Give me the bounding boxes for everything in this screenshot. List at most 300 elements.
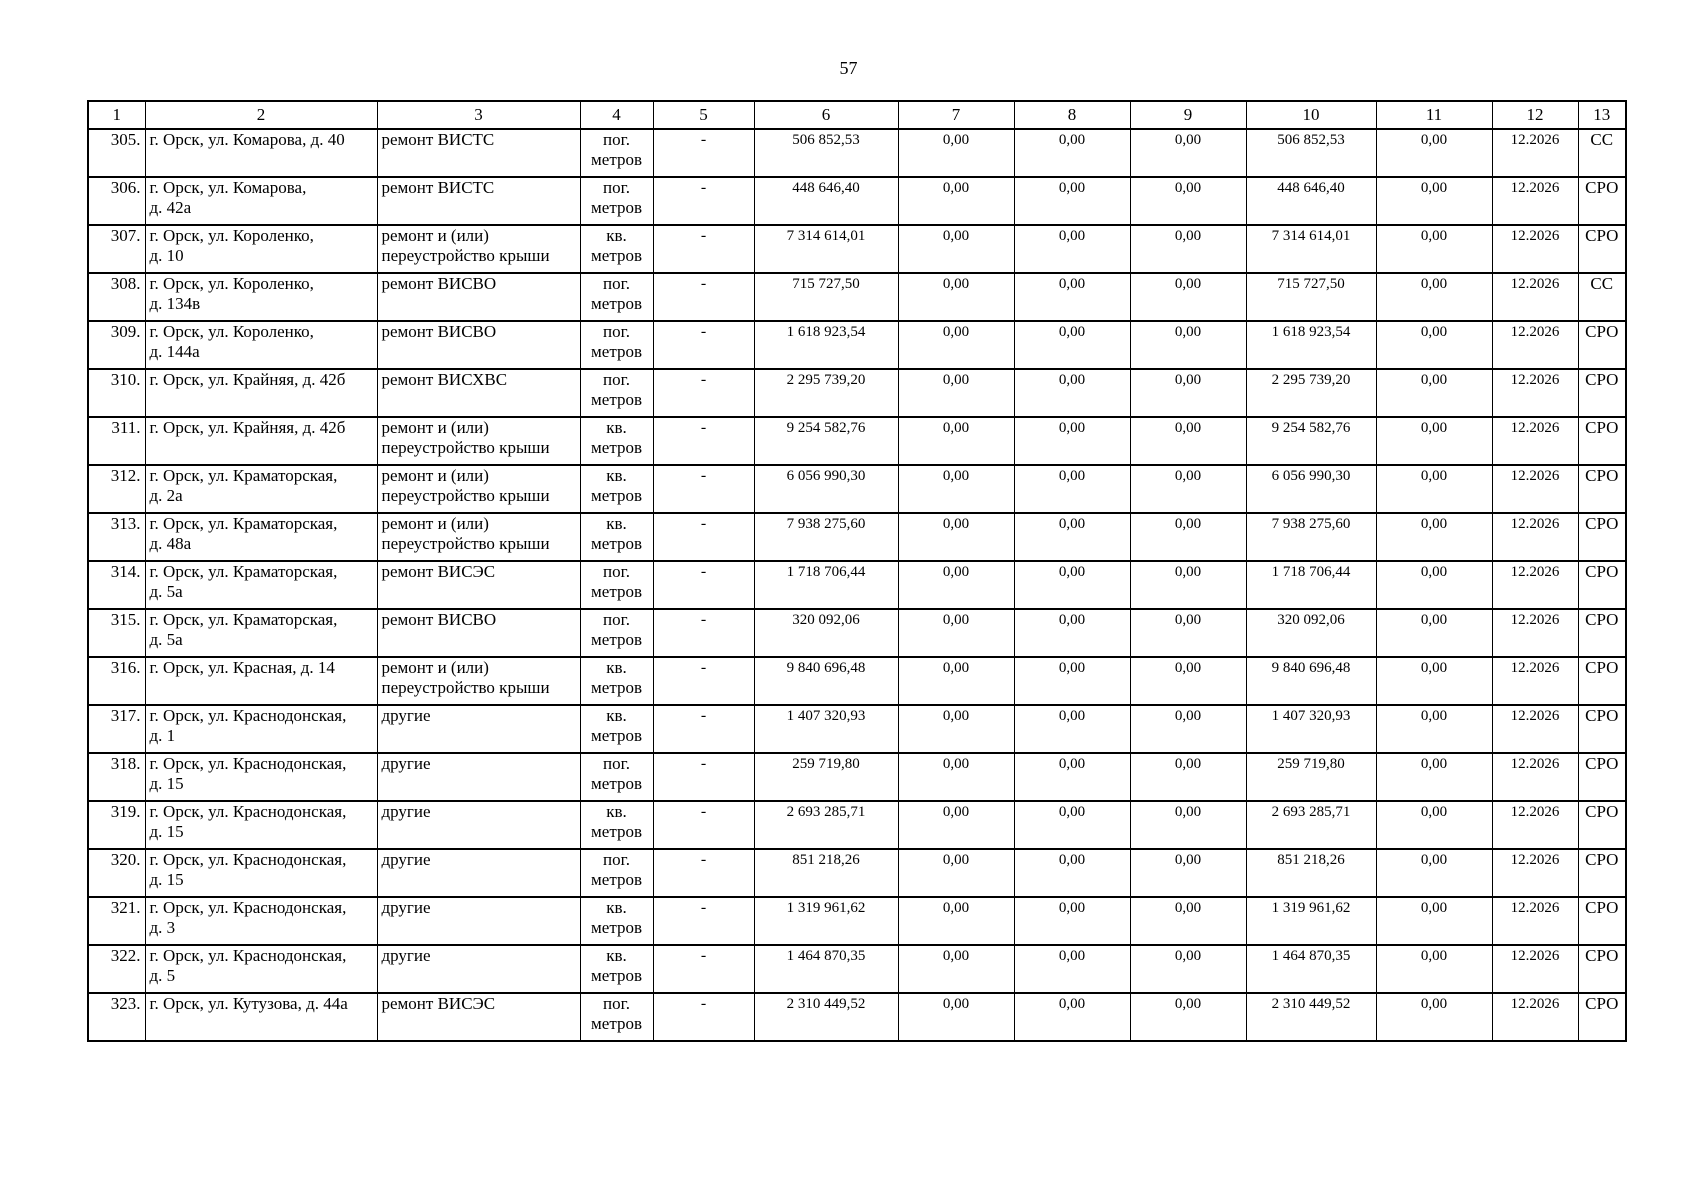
work-type-cell-line: переустройство крыши: [381, 534, 550, 553]
column-header: 3: [377, 101, 580, 129]
row-number: 309.: [88, 321, 145, 369]
work-type-cell: [377, 609, 580, 657]
work-type-cell: [377, 225, 580, 273]
row-number: 305.: [88, 129, 145, 177]
unit-cell: [580, 513, 653, 561]
col11-cell: 0,00: [1376, 561, 1492, 609]
work-type-cell-line: ремонт ВИСХВС: [381, 370, 508, 389]
col7-cell: 0,00: [898, 465, 1014, 513]
column-header: 4: [580, 101, 653, 129]
address-cell-line: г. Орск, ул. Краснодонская,: [149, 898, 347, 917]
col9-cell: 0,00: [1130, 561, 1246, 609]
completion-date-cell: 12.2026: [1492, 849, 1578, 897]
col9-cell: 0,00: [1130, 321, 1246, 369]
unit-cell-line: метров: [591, 966, 642, 985]
address-cell-line: г. Орск, ул. Красная, д. 14: [149, 658, 335, 677]
work-type-cell-line: переустройство крыши: [381, 486, 550, 505]
column-header: 6: [754, 101, 898, 129]
col9-cell: 0,00: [1130, 705, 1246, 753]
col11-cell: 0,00: [1376, 129, 1492, 177]
col5-cell: -: [653, 129, 754, 177]
work-type-cell: [377, 465, 580, 513]
col9-cell: 0,00: [1130, 129, 1246, 177]
work-type-cell-line: ремонт ВИСВО: [381, 610, 497, 629]
unit-cell-line: пог.: [603, 130, 630, 149]
fund-type-cell: СРО: [1578, 417, 1626, 465]
unit-cell-line: метров: [591, 150, 642, 169]
unit-cell-line: кв.: [606, 658, 627, 677]
col10-cell: 1 319 961,62: [1246, 897, 1376, 945]
col10-cell: 7 314 614,01: [1246, 225, 1376, 273]
total-cost-cell: 448 646,40: [754, 177, 898, 225]
completion-date-cell: 12.2026: [1492, 993, 1578, 1041]
col11-cell: 0,00: [1376, 513, 1492, 561]
address-cell-line: г. Орск, ул. Короленко,: [149, 226, 314, 245]
unit-cell: [580, 657, 653, 705]
work-type-cell-line: другие: [381, 850, 431, 869]
address-cell-line: г. Орск, ул. Крайняя, д. 42б: [149, 418, 346, 437]
work-type-cell: [377, 369, 580, 417]
col5-cell: -: [653, 417, 754, 465]
unit-cell-line: метров: [591, 294, 642, 313]
col8-cell: 0,00: [1014, 129, 1130, 177]
work-type-cell-line: ремонт и (или): [381, 658, 489, 677]
address-cell-line: д. 134в: [149, 294, 201, 313]
col9-cell: 0,00: [1130, 657, 1246, 705]
address-cell-line: г. Орск, ул. Комарова,: [149, 178, 307, 197]
fund-type-cell: СРО: [1578, 801, 1626, 849]
address-cell: [145, 801, 377, 849]
col9-cell: 0,00: [1130, 849, 1246, 897]
address-cell-line: г. Орск, ул. Краснодонская,: [149, 706, 347, 725]
address-cell: [145, 369, 377, 417]
total-cost-cell: 1 464 870,35: [754, 945, 898, 993]
total-cost-cell: 1 407 320,93: [754, 705, 898, 753]
table-row: [88, 753, 1626, 801]
total-cost-cell: 506 852,53: [754, 129, 898, 177]
unit-cell-line: пог.: [603, 850, 630, 869]
completion-date-cell: 12.2026: [1492, 561, 1578, 609]
column-header: 11: [1376, 101, 1492, 129]
row-number: 323.: [88, 993, 145, 1041]
col10-cell: 2 295 739,20: [1246, 369, 1376, 417]
completion-date-cell: 12.2026: [1492, 321, 1578, 369]
unit-cell-line: метров: [591, 822, 642, 841]
unit-cell: [580, 177, 653, 225]
col11-cell: 0,00: [1376, 609, 1492, 657]
col11-cell: 0,00: [1376, 993, 1492, 1041]
completion-date-cell: 12.2026: [1492, 657, 1578, 705]
col7-cell: 0,00: [898, 897, 1014, 945]
unit-cell-line: метров: [591, 582, 642, 601]
work-type-cell: [377, 321, 580, 369]
col10-cell: 506 852,53: [1246, 129, 1376, 177]
column-header: 1: [88, 101, 145, 129]
work-type-cell: [377, 657, 580, 705]
total-cost-cell: 1 618 923,54: [754, 321, 898, 369]
address-cell: [145, 225, 377, 273]
column-header: 7: [898, 101, 1014, 129]
col10-cell: 1 464 870,35: [1246, 945, 1376, 993]
address-cell-line: д. 10: [149, 246, 184, 265]
address-cell-line: г. Орск, ул. Краснодонская,: [149, 754, 347, 773]
unit-cell-line: метров: [591, 438, 642, 457]
col11-cell: 0,00: [1376, 465, 1492, 513]
unit-cell-line: пог.: [603, 994, 630, 1013]
address-cell-line: г. Орск, ул. Крайняя, д. 42б: [149, 370, 346, 389]
completion-date-cell: 12.2026: [1492, 705, 1578, 753]
col8-cell: 0,00: [1014, 273, 1130, 321]
unit-cell-line: кв.: [606, 946, 627, 965]
total-cost-cell: 9 840 696,48: [754, 657, 898, 705]
col7-cell: 0,00: [898, 273, 1014, 321]
total-cost-cell: 1 319 961,62: [754, 897, 898, 945]
col8-cell: 0,00: [1014, 561, 1130, 609]
work-type-cell-line: ремонт и (или): [381, 466, 489, 485]
col5-cell: -: [653, 753, 754, 801]
work-type-cell-line: ремонт ВИСТС: [381, 178, 495, 197]
col10-cell: 2 693 285,71: [1246, 801, 1376, 849]
completion-date-cell: 12.2026: [1492, 273, 1578, 321]
row-number: 311.: [88, 417, 145, 465]
unit-cell-line: пог.: [603, 274, 630, 293]
col8-cell: 0,00: [1014, 609, 1130, 657]
address-cell-line: д. 15: [149, 774, 184, 793]
table-row: [88, 561, 1626, 609]
col8-cell: 0,00: [1014, 321, 1130, 369]
unit-cell: [580, 465, 653, 513]
work-type-cell-line: другие: [381, 898, 431, 917]
col9-cell: 0,00: [1130, 897, 1246, 945]
col7-cell: 0,00: [898, 417, 1014, 465]
unit-cell-line: кв.: [606, 802, 627, 821]
unit-cell-line: пог.: [603, 610, 630, 629]
unit-cell-line: кв.: [606, 898, 627, 917]
col10-cell: 9 840 696,48: [1246, 657, 1376, 705]
work-type-cell-line: другие: [381, 754, 431, 773]
unit-cell: [580, 321, 653, 369]
col7-cell: 0,00: [898, 705, 1014, 753]
col5-cell: -: [653, 849, 754, 897]
address-cell-line: д. 42а: [149, 198, 192, 217]
fund-type-cell: СРО: [1578, 705, 1626, 753]
col7-cell: 0,00: [898, 657, 1014, 705]
unit-cell: [580, 609, 653, 657]
work-type-cell: [377, 513, 580, 561]
row-number: 307.: [88, 225, 145, 273]
address-cell-line: г. Орск, ул. Краснодонская,: [149, 946, 347, 965]
row-number: 322.: [88, 945, 145, 993]
completion-date-cell: 12.2026: [1492, 753, 1578, 801]
address-cell: [145, 657, 377, 705]
work-type-cell-line: ремонт ВИСЭС: [381, 562, 496, 581]
completion-date-cell: 12.2026: [1492, 417, 1578, 465]
col5-cell: -: [653, 273, 754, 321]
completion-date-cell: 12.2026: [1492, 801, 1578, 849]
address-cell-line: д. 1: [149, 726, 176, 745]
col11-cell: 0,00: [1376, 657, 1492, 705]
col5-cell: -: [653, 321, 754, 369]
column-header: 9: [1130, 101, 1246, 129]
col9-cell: 0,00: [1130, 945, 1246, 993]
col8-cell: 0,00: [1014, 417, 1130, 465]
unit-cell: [580, 993, 653, 1041]
fund-type-cell: СРО: [1578, 993, 1626, 1041]
address-cell-line: г. Орск, ул. Комарова, д. 40: [149, 130, 345, 149]
row-number: 312.: [88, 465, 145, 513]
address-cell-line: г. Орск, ул. Краснодонская,: [149, 802, 347, 821]
col5-cell: -: [653, 945, 754, 993]
col10-cell: 2 310 449,52: [1246, 993, 1376, 1041]
col8-cell: 0,00: [1014, 177, 1130, 225]
row-number: 310.: [88, 369, 145, 417]
completion-date-cell: 12.2026: [1492, 225, 1578, 273]
work-type-cell-line: ремонт ВИСЭС: [381, 994, 496, 1013]
work-type-cell-line: ремонт и (или): [381, 418, 489, 437]
unit-cell-line: метров: [591, 486, 642, 505]
col7-cell: 0,00: [898, 945, 1014, 993]
col7-cell: 0,00: [898, 129, 1014, 177]
table-row: [88, 801, 1626, 849]
col5-cell: -: [653, 369, 754, 417]
unit-cell-line: метров: [591, 678, 642, 697]
col11-cell: 0,00: [1376, 417, 1492, 465]
col9-cell: 0,00: [1130, 609, 1246, 657]
unit-cell: [580, 801, 653, 849]
col5-cell: -: [653, 657, 754, 705]
work-type-cell: [377, 849, 580, 897]
unit-cell: [580, 849, 653, 897]
col8-cell: 0,00: [1014, 753, 1130, 801]
col11-cell: 0,00: [1376, 705, 1492, 753]
row-number: 313.: [88, 513, 145, 561]
total-cost-cell: 7 314 614,01: [754, 225, 898, 273]
work-type-cell: [377, 417, 580, 465]
work-type-cell: [377, 129, 580, 177]
col8-cell: 0,00: [1014, 513, 1130, 561]
row-number: 315.: [88, 609, 145, 657]
col7-cell: 0,00: [898, 513, 1014, 561]
col9-cell: 0,00: [1130, 801, 1246, 849]
total-cost-cell: 2 310 449,52: [754, 993, 898, 1041]
address-cell: [145, 513, 377, 561]
address-cell: [145, 561, 377, 609]
col11-cell: 0,00: [1376, 849, 1492, 897]
col10-cell: 7 938 275,60: [1246, 513, 1376, 561]
address-cell: [145, 705, 377, 753]
total-cost-cell: 2 295 739,20: [754, 369, 898, 417]
col7-cell: 0,00: [898, 369, 1014, 417]
total-cost-cell: 2 693 285,71: [754, 801, 898, 849]
unit-cell-line: метров: [591, 726, 642, 745]
col5-cell: -: [653, 177, 754, 225]
unit-cell: [580, 753, 653, 801]
col5-cell: -: [653, 609, 754, 657]
col9-cell: 0,00: [1130, 465, 1246, 513]
col8-cell: 0,00: [1014, 705, 1130, 753]
col7-cell: 0,00: [898, 801, 1014, 849]
col11-cell: 0,00: [1376, 177, 1492, 225]
col9-cell: 0,00: [1130, 993, 1246, 1041]
work-type-cell-line: переустройство крыши: [381, 678, 550, 697]
work-type-cell-line: другие: [381, 802, 431, 821]
col7-cell: 0,00: [898, 561, 1014, 609]
col10-cell: 851 218,26: [1246, 849, 1376, 897]
work-type-cell-line: ремонт и (или): [381, 226, 489, 245]
col8-cell: 0,00: [1014, 801, 1130, 849]
fund-type-cell: СРО: [1578, 561, 1626, 609]
col10-cell: 6 056 990,30: [1246, 465, 1376, 513]
col7-cell: 0,00: [898, 993, 1014, 1041]
work-type-cell: [377, 897, 580, 945]
unit-cell-line: метров: [591, 246, 642, 265]
col9-cell: 0,00: [1130, 417, 1246, 465]
col11-cell: 0,00: [1376, 945, 1492, 993]
col11-cell: 0,00: [1376, 321, 1492, 369]
unit-cell-line: кв.: [606, 226, 627, 245]
table-row: [88, 513, 1626, 561]
unit-cell-line: метров: [591, 870, 642, 889]
unit-cell: [580, 897, 653, 945]
col9-cell: 0,00: [1130, 177, 1246, 225]
work-type-cell: [377, 945, 580, 993]
column-header: 2: [145, 101, 377, 129]
unit-cell-line: метров: [591, 342, 642, 361]
page-number: 57: [839, 58, 858, 78]
column-header: 10: [1246, 101, 1376, 129]
work-type-cell: [377, 561, 580, 609]
col9-cell: 0,00: [1130, 225, 1246, 273]
fund-type-cell: СРО: [1578, 657, 1626, 705]
fund-type-cell: СРО: [1578, 225, 1626, 273]
address-cell: [145, 273, 377, 321]
row-number: 321.: [88, 897, 145, 945]
unit-cell-line: пог.: [603, 754, 630, 773]
col5-cell: -: [653, 801, 754, 849]
row-number: 308.: [88, 273, 145, 321]
fund-type-cell: СРО: [1578, 465, 1626, 513]
fund-type-cell: СРО: [1578, 609, 1626, 657]
unit-cell: [580, 945, 653, 993]
row-number: 319.: [88, 801, 145, 849]
unit-cell: [580, 225, 653, 273]
table-row: [88, 417, 1626, 465]
address-cell-line: г. Орск, ул. Кутузова, д. 44а: [149, 994, 348, 1013]
col10-cell: 1 618 923,54: [1246, 321, 1376, 369]
work-type-cell-line: переустройство крыши: [381, 246, 550, 265]
work-type-cell-line: ремонт и (или): [381, 514, 489, 533]
unit-cell-line: пог.: [603, 370, 630, 389]
fund-type-cell: СРО: [1578, 849, 1626, 897]
unit-cell-line: кв.: [606, 466, 627, 485]
table-row: [88, 945, 1626, 993]
row-number: 316.: [88, 657, 145, 705]
address-cell-line: д. 15: [149, 870, 184, 889]
col11-cell: 0,00: [1376, 273, 1492, 321]
table-row: [88, 609, 1626, 657]
completion-date-cell: 12.2026: [1492, 465, 1578, 513]
unit-cell: [580, 417, 653, 465]
unit-cell-line: пог.: [603, 178, 630, 197]
address-cell-line: д. 15: [149, 822, 184, 841]
col8-cell: 0,00: [1014, 897, 1130, 945]
table-row: [88, 129, 1626, 177]
unit-cell-line: пог.: [603, 562, 630, 581]
address-cell: [145, 945, 377, 993]
total-cost-cell: 715 727,50: [754, 273, 898, 321]
col7-cell: 0,00: [898, 177, 1014, 225]
completion-date-cell: 12.2026: [1492, 177, 1578, 225]
address-cell-line: д. 144а: [149, 342, 200, 361]
col8-cell: 0,00: [1014, 849, 1130, 897]
address-cell-line: г. Орск, ул. Короленко,: [149, 274, 314, 293]
address-cell-line: г. Орск, ул. Короленко,: [149, 322, 314, 341]
col7-cell: 0,00: [898, 849, 1014, 897]
address-cell-line: г. Орск, ул. Краматорская,: [149, 514, 338, 533]
col10-cell: 259 719,80: [1246, 753, 1376, 801]
completion-date-cell: 12.2026: [1492, 129, 1578, 177]
fund-type-cell: СРО: [1578, 177, 1626, 225]
col5-cell: -: [653, 225, 754, 273]
col10-cell: 1 718 706,44: [1246, 561, 1376, 609]
completion-date-cell: 12.2026: [1492, 897, 1578, 945]
unit-cell-line: метров: [591, 534, 642, 553]
work-type-cell: [377, 705, 580, 753]
address-cell-line: г. Орск, ул. Краснодонская,: [149, 850, 347, 869]
total-cost-cell: 7 938 275,60: [754, 513, 898, 561]
col8-cell: 0,00: [1014, 945, 1130, 993]
column-header: 8: [1014, 101, 1130, 129]
col7-cell: 0,00: [898, 609, 1014, 657]
col5-cell: -: [653, 993, 754, 1041]
table-row: [88, 177, 1626, 225]
table-row: [88, 657, 1626, 705]
total-cost-cell: 6 056 990,30: [754, 465, 898, 513]
col5-cell: -: [653, 561, 754, 609]
fund-type-cell: СРО: [1578, 897, 1626, 945]
unit-cell-line: кв.: [606, 514, 627, 533]
table-row: [88, 273, 1626, 321]
column-number-row: [88, 101, 1626, 129]
work-type-cell-line: другие: [381, 706, 431, 725]
total-cost-cell: 851 218,26: [754, 849, 898, 897]
col11-cell: 0,00: [1376, 225, 1492, 273]
completion-date-cell: 12.2026: [1492, 369, 1578, 417]
register-table: [87, 100, 1627, 1042]
fund-type-cell: СС: [1578, 273, 1626, 321]
unit-cell: [580, 705, 653, 753]
fund-type-cell: СРО: [1578, 513, 1626, 561]
address-cell-line: д. 3: [149, 918, 176, 937]
address-cell: [145, 129, 377, 177]
col5-cell: -: [653, 705, 754, 753]
col5-cell: -: [653, 513, 754, 561]
address-cell-line: д. 5а: [149, 582, 183, 601]
table-body: [88, 129, 1626, 1041]
unit-cell-line: метров: [591, 918, 642, 937]
col9-cell: 0,00: [1130, 513, 1246, 561]
address-cell: [145, 465, 377, 513]
fund-type-cell: СРО: [1578, 753, 1626, 801]
col8-cell: 0,00: [1014, 993, 1130, 1041]
address-cell: [145, 609, 377, 657]
table-row: [88, 225, 1626, 273]
table-row: [88, 849, 1626, 897]
col9-cell: 0,00: [1130, 369, 1246, 417]
work-type-cell: [377, 993, 580, 1041]
work-type-cell-line: переустройство крыши: [381, 438, 550, 457]
col7-cell: 0,00: [898, 321, 1014, 369]
